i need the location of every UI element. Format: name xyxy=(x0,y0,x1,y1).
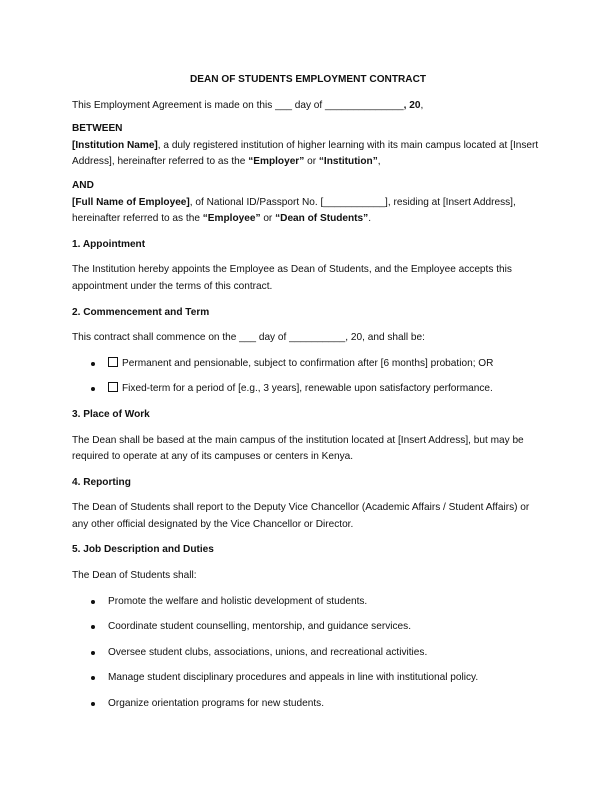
bullet-icon xyxy=(91,362,95,366)
checkbox-icon[interactable] xyxy=(108,357,118,367)
list-item xyxy=(72,696,544,713)
checkbox-icon[interactable] xyxy=(108,382,118,392)
section-3-body: The Dean shall be based at the main campus of the institution located at [Insert Address], but may be required to operate at any of its campuses or centers in Kenya. xyxy=(72,434,524,463)
document-title: DEAN OF STUDENTS EMPLOYMENT CONTRACT xyxy=(189,74,427,85)
duty-text: Manage student disciplinary procedures and appeals in line with institutional policy. xyxy=(108,672,479,684)
section-2-heading: 2. Commencement and Term xyxy=(72,306,210,318)
list-item xyxy=(72,619,544,636)
section-2-body: This contract shall commence on the ___ day of __________, 20, and shall be: xyxy=(72,332,425,344)
duty-text: Promote the welfare and holistic development of students. xyxy=(108,595,368,607)
employer-name: [Institution Name] xyxy=(72,139,158,151)
term-option-label: Fixed-term for a period of [e.g., 3 years], renewable upon satisfactory performance. xyxy=(122,383,493,395)
employee-or: or xyxy=(260,213,276,225)
duty-text: Organize orientation programs for new students. xyxy=(108,698,325,710)
and-label: AND xyxy=(72,179,94,191)
bullet-icon xyxy=(91,702,95,706)
list-item xyxy=(72,594,544,611)
bullet-icon xyxy=(91,651,95,655)
section-3-heading: 3. Place of Work xyxy=(72,408,150,420)
bullet-icon xyxy=(91,600,95,604)
section-5-body: The Dean of Students shall: xyxy=(72,570,197,582)
duty-text: Coordinate student counselling, mentorship, and guidance services. xyxy=(108,621,411,633)
employee-name: [Full Name of Employee] xyxy=(72,196,190,208)
intro-paragraph xyxy=(72,98,544,115)
employee-ref-1: “Employee” xyxy=(202,213,261,225)
section-1-heading: 1. Appointment xyxy=(72,238,146,250)
employer-or: or xyxy=(304,156,319,168)
list-item xyxy=(72,645,544,662)
bullet-icon xyxy=(91,625,95,629)
term-option-label: Permanent and pensionable, subject to confirmation after [6 months] probation; OR xyxy=(122,357,494,369)
between-label: BETWEEN xyxy=(72,123,123,135)
list-item xyxy=(72,670,544,687)
bullet-icon xyxy=(91,676,95,680)
duties-list xyxy=(72,594,544,713)
employer-end: , xyxy=(377,156,381,168)
employer-paragraph xyxy=(72,138,544,171)
employee-end: . xyxy=(368,213,372,225)
employee-ref-2: “Dean of Students” xyxy=(275,213,369,225)
section-5-heading: 5. Job Description and Duties xyxy=(72,544,214,556)
term-options-list xyxy=(72,356,544,398)
section-4-heading: 4. Reporting xyxy=(72,476,131,488)
employer-ref-1: “Employer” xyxy=(248,156,305,168)
employee-paragraph xyxy=(72,195,544,228)
duty-text: Oversee student clubs, associations, unions, and recreational activities. xyxy=(108,646,428,658)
term-option-fixed xyxy=(72,381,544,398)
section-1-body: The Institution hereby appoints the Employee as Dean of Students, and the Employee accepts this appointment under the terms of this contract. xyxy=(72,264,512,292)
employer-ref-2: “Institution” xyxy=(318,156,378,168)
document-page xyxy=(72,72,544,722)
bullet-icon xyxy=(91,387,95,391)
intro-text: This Employment Agreement is made on this ___ day of ______________ xyxy=(72,99,404,111)
employer-text: , a duly registered institution of higher learning with its main campus located at [Insert Address], hereinafter referred to as the xyxy=(72,139,539,168)
employee-text: , of National ID/Passport No. [___________], residing at [Insert Address], hereinafter referred to as the xyxy=(72,196,516,225)
section-4-body: The Dean of Students shall report to the Deputy Vice Chancellor (Academic Affairs / Student Affairs) or any other official designated by the Vice Chancellor or Director. xyxy=(72,502,530,530)
intro-year: , 20 xyxy=(403,99,421,111)
intro-end: , xyxy=(420,99,424,111)
term-option-permanent xyxy=(72,356,544,373)
